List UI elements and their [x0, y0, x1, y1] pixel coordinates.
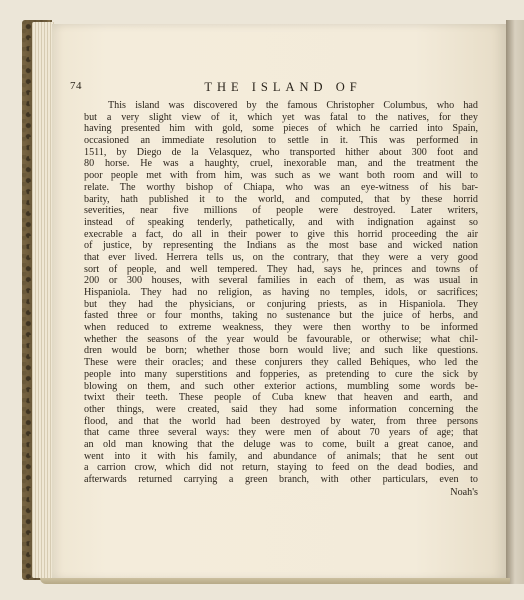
- text-line: but they had the physicians, or conjuring priests, as in Hispaniola. They: [84, 298, 478, 310]
- text-line: poor people met with from him, was such as we want both room and will to: [84, 170, 478, 182]
- body-text: [84, 100, 478, 555]
- text-line: relate. The worthy bishop of Chiapa, who was an eye-witness of his bar-: [84, 181, 478, 193]
- page-header: [70, 80, 472, 96]
- text-line: people into many superstitions and fopperies, as pretending to cure the sick by: [84, 368, 478, 380]
- text-line: dren would be born; whether those born would live; and such like questions.: [84, 345, 478, 357]
- text-line: This island was discovered by the famous Christopher Columbus, who had: [108, 100, 478, 111]
- text-line: Hispaniola. They had no religion, as having no temples, idols, or sacrifices;: [84, 287, 478, 298]
- text-line: other things, were created, said they had some information concerning the: [84, 403, 478, 415]
- text-line: sort of people, and well tempered. They had, says he, princes and towns of: [84, 263, 478, 275]
- text-line: when reduced to extreme weakness, they were then worthy to be informed: [84, 322, 478, 334]
- running-head: THE ISLAND OF: [204, 80, 362, 94]
- text-line: blowing on them, and such other exterior actions, mumbling some words be-: [84, 380, 478, 392]
- text-line: a carrion crow, which did not return, staying to feed on the dead bodies, and: [84, 462, 478, 474]
- text-line: went into it with his family, and abundance of animals; that he sent out: [84, 450, 478, 462]
- text-line: These were their oracles; and these conjurers they called Behiques, who led the: [84, 357, 478, 369]
- text-line: whether the seasons of the year would be favourable, or otherwise; what chil-: [84, 333, 478, 345]
- text-line: that ever lived. Herrera tells us, on the contrary, that they were a very good: [84, 251, 478, 263]
- catchword: Noah's: [450, 486, 478, 498]
- text-line: but a very slight view of it, which yet was fatal to the natives, for they: [84, 111, 478, 123]
- text-line: 1511, by Diego de la Velasquez, who transported hither about 300 foot and: [84, 146, 478, 158]
- text-line: fasted three or four months, taking no sustenance but the juice of herbs, and: [84, 310, 478, 322]
- text-line: having presented him with gold, some pieces of which he carried into Spain,: [84, 123, 478, 135]
- text-line: afterwards returned carrying a green branch, with other particulars, even to: [84, 474, 478, 485]
- page-edges: [32, 22, 54, 578]
- text-line: an old man knowing that the deluge was to come, built a great canoe, and: [84, 438, 478, 450]
- text-line: that came three several ways: they were men of about 70 years of age; that: [84, 427, 478, 439]
- text-line: severities, near five millions of people were destroyed. Later writers,: [84, 205, 478, 217]
- text-line: twixt their teeth. These people of Cuba knew that heaven and earth, and: [84, 392, 478, 404]
- text-line: of justice, by representing the Indians as the most base and wicked nation: [84, 240, 478, 252]
- text-line: execrable a fact, do all in their power to give this horrid proceeding the air: [84, 228, 478, 240]
- facing-page-edge: [506, 20, 524, 584]
- bottom-edge: [40, 578, 510, 584]
- text-line: occasioned an immediate resolution to settle in it. This was performed in: [84, 135, 478, 147]
- text-line: barity, hath published it to the world, and computed, that by these horrid: [84, 193, 478, 205]
- page-number: 74: [70, 80, 82, 92]
- text-line: instead of speaking tenderly, pathetically, and with indignation against so: [84, 216, 478, 228]
- text-line: 200 or 300 houses, with several families in each of them, as was usual in: [84, 275, 478, 287]
- text-line: flood, and that the world had been destroyed by water, from three persons: [84, 415, 478, 427]
- text-line: 80 horse. He was a haughty, cruel, inexorable man, and the treatment the: [84, 158, 478, 170]
